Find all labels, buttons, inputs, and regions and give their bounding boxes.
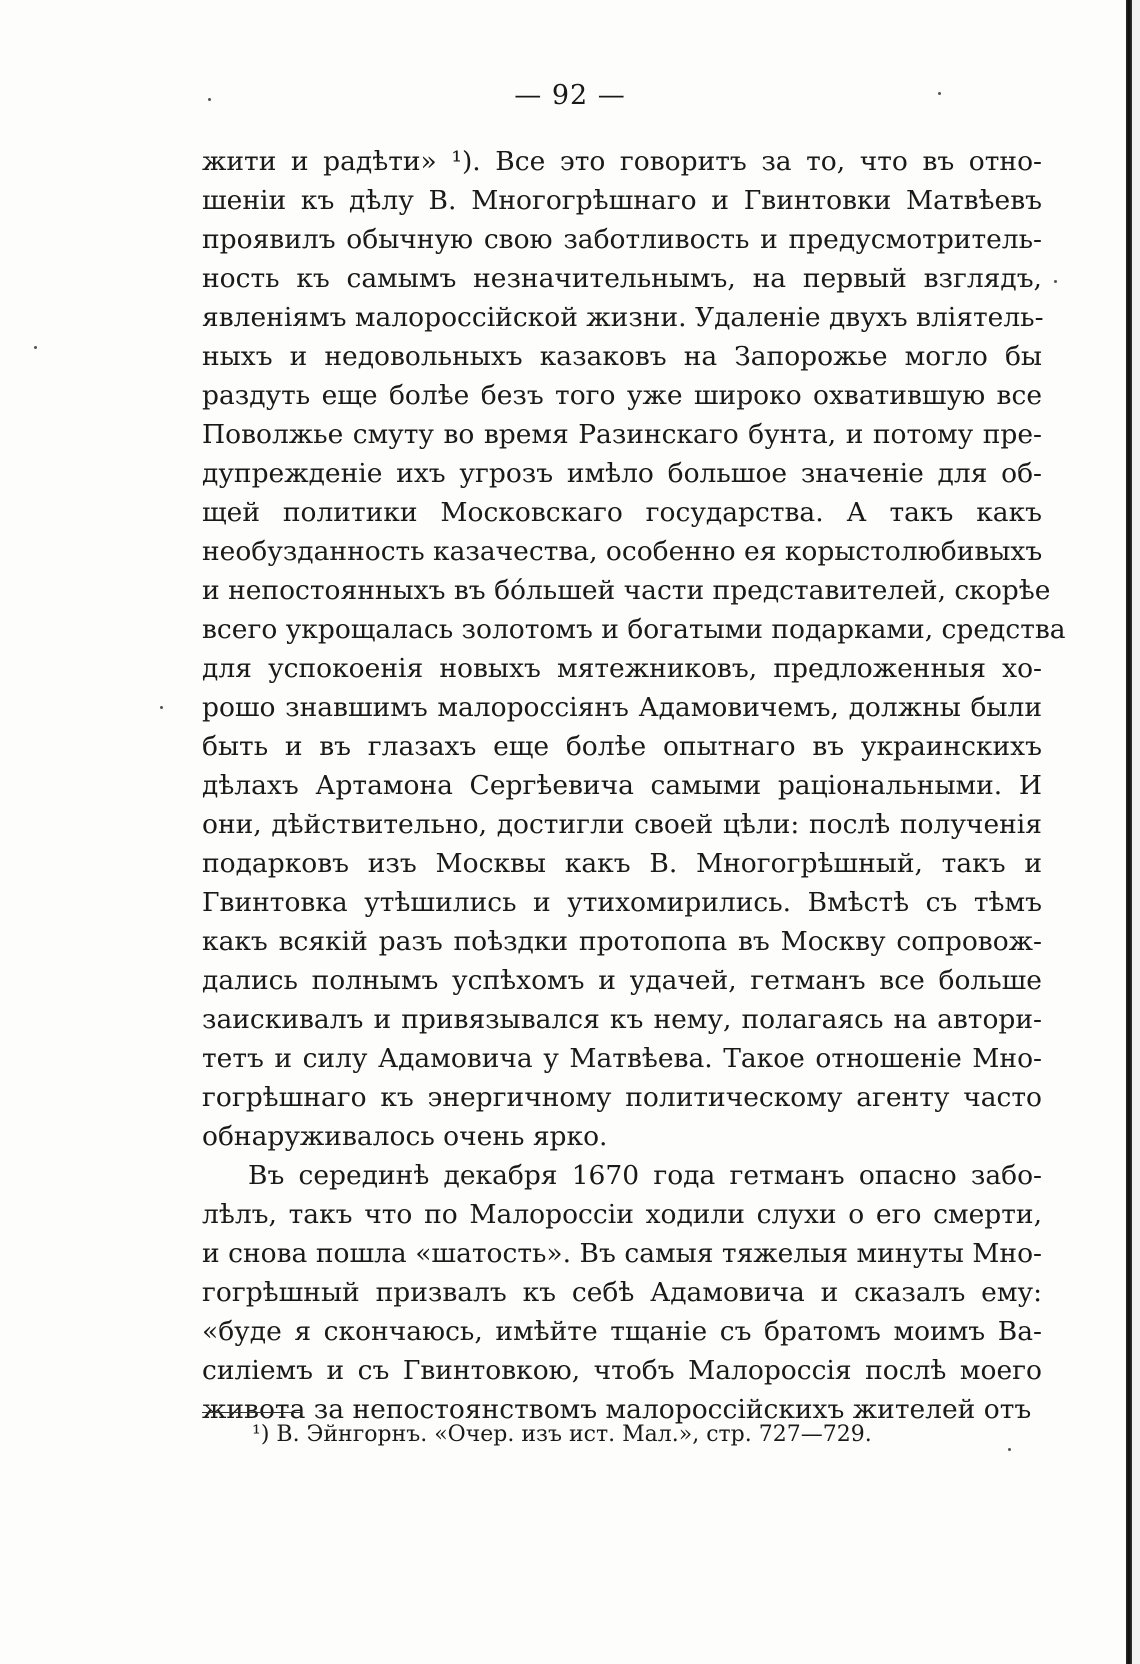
text-line: щей политики Московскаго государства. А такъ какъ: [202, 497, 1042, 528]
scan-speck: [208, 98, 211, 101]
scan-speck: [34, 346, 37, 349]
text-line: и непостоянныхъ въ бо́льшей части представителей, скорѣе: [202, 575, 1051, 606]
text-line: заискивалъ и привязывался къ нему, полагаясь на автори-: [202, 1004, 1042, 1035]
scan-speck: [1008, 1448, 1011, 1451]
page-number: — 92 —: [514, 80, 626, 111]
text-line: какъ всякій разъ поѣздки протопопа въ Москву сопровож-: [202, 926, 1042, 957]
text-line: лѣлъ, такъ что по Малороссіи ходили слухи о его смерти,: [202, 1199, 1042, 1230]
text-line: дались полнымъ успѣхомъ и удачей, гетманъ все больше: [202, 965, 1042, 996]
text-line: «буде я скончаюсь, имѣйте тщаніе съ братомъ моимъ Ва-: [202, 1316, 1042, 1347]
text-line: они, дѣйствительно, достигли своей цѣли: послѣ полученія: [202, 809, 1042, 840]
text-line: ность къ самымъ незначительнымъ, на первый взглядъ,: [202, 263, 1042, 294]
footnote: ¹) В. Эйнгорнъ. «Очер. изъ ист. Мал.», стр. 727—729.: [252, 1422, 872, 1447]
text-line: живота за непостоянствомъ малороссійскихъ жителей отъ: [202, 1394, 1032, 1425]
text-line: дѣлахъ Артамона Сергѣевича самыми раціональными. И: [202, 770, 1042, 801]
text-line: раздуть еще болѣе безъ того уже широко охватившую все: [202, 380, 1042, 411]
text-line: ныхъ и недовольныхъ казаковъ на Запорожье могло бы: [202, 341, 1042, 372]
text-line: рошо знавшимъ малороссіянъ Адамовичемъ, должны были: [202, 692, 1042, 723]
body-text: [202, 142, 1066, 1429]
scan-speck: [160, 706, 163, 709]
scan-speck: [938, 92, 941, 95]
binding-edge-bar: [1126, 0, 1132, 1664]
text-line: гогрѣшный призвалъ къ себѣ Адамовича и сказалъ ему:: [202, 1277, 1042, 1308]
text-line: и снова пошла «шатость». Въ самыя тяжелыя минуты Мно-: [202, 1238, 1042, 1269]
text-line: всего укрощалась золотомъ и богатыми подарками, средства: [202, 614, 1066, 645]
page-edge: [1132, 0, 1140, 1664]
text-line: подарковъ изъ Москвы какъ В. Многогрѣшный, такъ и: [202, 848, 1042, 879]
footnote-rule: [202, 1412, 302, 1413]
scan-speck: [1054, 280, 1057, 283]
text-line: Поволжье смуту во время Разинскаго бунта, и потому пре-: [202, 419, 1042, 450]
text-line: дупрежденіе ихъ угрозъ имѣло большое значеніе для об-: [202, 458, 1042, 489]
text-line: гогрѣшнаго къ энергичному политическому агенту часто: [202, 1082, 1042, 1113]
text-line: необузданность казачества, особенно ея корыстолюбивыхъ: [202, 536, 1043, 567]
text-line: шеніи къ дѣлу В. Многогрѣшнаго и Гвинтовки Матвѣевъ: [202, 185, 1042, 216]
text-line: Въ серединѣ декабря 1670 года гетманъ опасно забо-: [248, 1160, 1042, 1191]
text-line: обнаруживалось очень ярко.: [202, 1121, 608, 1152]
text-line: быть и въ глазахъ еще болѣе опытнаго въ украинскихъ: [202, 731, 1042, 762]
text-line: явленіямъ малороссійской жизни. Удаленіе двухъ вліятель-: [202, 302, 1044, 333]
text-line: Гвинтовка утѣшились и утихомирились. Вмѣстѣ съ тѣмъ: [202, 887, 1042, 918]
text-line: жити и радѣти» ¹). Все это говоритъ за то, что въ отно-: [202, 146, 1042, 177]
text-line: для успокоенія новыхъ мятежниковъ, предложенныя хо-: [202, 653, 1042, 684]
text-line: силіемъ и съ Гвинтовкою, чтобъ Малороссія послѣ моего: [202, 1355, 1042, 1386]
text-line: тетъ и силу Адамовича у Матвѣева. Такое отношеніе Мно-: [202, 1043, 1042, 1074]
text-line: проявилъ обычную свою заботливость и предусмотритель-: [202, 224, 1042, 255]
